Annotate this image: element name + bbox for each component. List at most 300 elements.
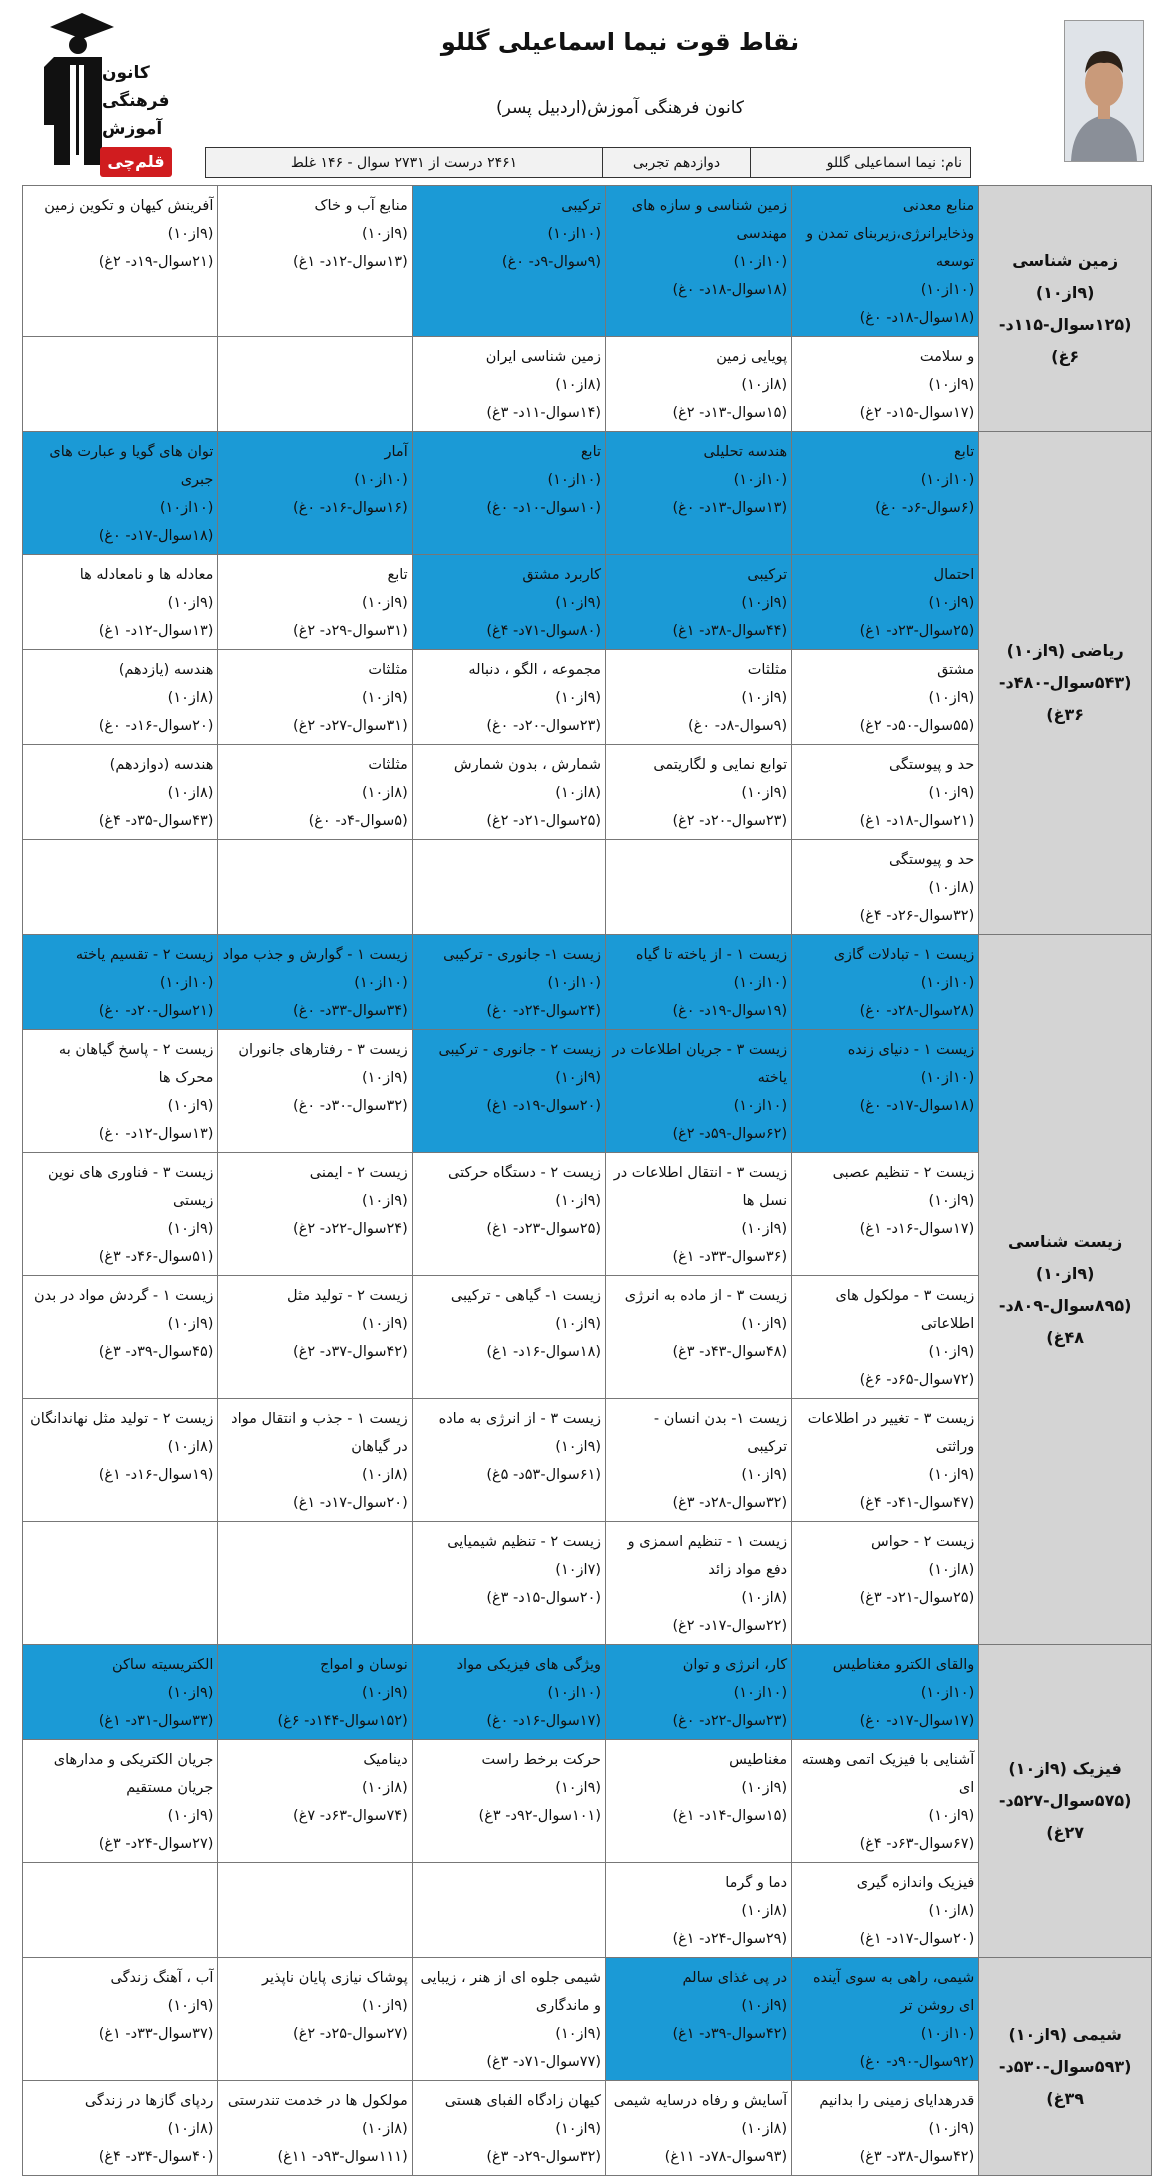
topic-cell xyxy=(23,840,218,935)
topic-name: توان های گویا و عبارت های جبری xyxy=(49,444,214,488)
topic-cell xyxy=(218,1153,412,1276)
topic-score: (۹از۱۰) xyxy=(361,1316,408,1332)
topic-cell xyxy=(792,650,979,745)
topic-cell xyxy=(606,1863,792,1958)
topic-cell xyxy=(218,935,412,1030)
topic-cell xyxy=(23,650,218,745)
topic-name: قدرهدایای زمینی را بدانیم xyxy=(819,2093,975,2109)
topic-score: (۹از۱۰) xyxy=(741,1780,788,1796)
subject-cell: ریاضی (۹از۱۰) (۵۴۳سوال-۴۸۰د- ۳۶غ) xyxy=(979,432,1152,935)
topic-name: پویایی زمین xyxy=(716,349,788,365)
topic-questions: (۲۷سوال-۲۴د- ۳غ) xyxy=(98,1836,214,1852)
topic-name: زیست ۳ - از انرژی به ماده xyxy=(438,1411,602,1427)
topic-cell xyxy=(23,432,218,555)
topic-cell xyxy=(792,1276,979,1399)
topic-score: (۹از۱۰) xyxy=(928,690,975,706)
topic-name: ترکیبی xyxy=(747,567,788,583)
topic-score: (۸از۱۰) xyxy=(361,1780,408,1796)
table-row xyxy=(23,432,1152,555)
topic-name: حد و پیوستگی xyxy=(888,757,975,773)
topic-cell xyxy=(792,432,979,555)
topic-name: حرکت برخط راست xyxy=(481,1752,602,1768)
topic-questions: (۳۱سوال-۲۷د- ۲غ) xyxy=(293,718,408,734)
topic-score: (۱۰از۱۰) xyxy=(920,282,975,298)
topic-name: زیست ۳ - جریان اطلاعات در یاخته xyxy=(612,1042,788,1086)
topic-name: کار، انرژی و توان xyxy=(682,1657,788,1673)
topic-score: (۹از۱۰) xyxy=(928,1193,975,1209)
topic-score: (۱۰از۱۰) xyxy=(547,472,602,488)
topic-name: زیست ۱ - از یاخته تا گیاه xyxy=(635,947,788,963)
topic-score: (۹از۱۰) xyxy=(167,1316,214,1332)
topic-questions: (۱۵۲سوال-۱۴۴د- ۶غ) xyxy=(277,1713,408,1729)
topic-cell xyxy=(792,186,979,337)
topic-score: (۹از۱۰) xyxy=(928,1344,975,1360)
topic-cell xyxy=(606,186,792,337)
topic-questions: (۱۷سوال-۱۶د- ۱غ) xyxy=(859,1221,975,1237)
topic-score: (۹از۱۰) xyxy=(928,1467,975,1483)
topic-name: معادله ها و نامعادله ها xyxy=(79,567,214,583)
topic-questions: (۲۴سوال-۲۲د- ۲غ) xyxy=(293,1221,408,1237)
topic-name: شمارش ، بدون شمارش xyxy=(453,757,602,773)
topic-score: (۸از۱۰) xyxy=(928,880,975,896)
topic-questions: (۱۷سوال-۱۵د- ۲غ) xyxy=(859,405,975,421)
topic-score: (۹از۱۰) xyxy=(928,2121,975,2137)
topic-score: (۹از۱۰) xyxy=(361,226,408,242)
topic-name: زیست ۱ - گوارش و جذب مواد xyxy=(222,947,408,963)
topic-name: زمین شناسی ایران xyxy=(485,349,602,365)
topic-name: کاربرد مشتق xyxy=(522,567,602,583)
logo-text-line-2: فرهنگی xyxy=(102,91,170,111)
student-photo-image xyxy=(1065,21,1143,161)
topic-name: زیست ۲ - جانوری - ترکیبی xyxy=(438,1042,602,1058)
topic-cell xyxy=(412,650,605,745)
topic-questions: (۱۸سوال-۱۷د- ۰غ) xyxy=(98,528,214,544)
topic-cell xyxy=(792,1740,979,1863)
topic-cell xyxy=(23,1522,218,1645)
topic-name: زیست ۱ - تبادلات گازی xyxy=(833,947,975,963)
topic-cell xyxy=(218,2081,412,2176)
topic-cell xyxy=(606,555,792,650)
topic-questions: (۳۴سوال-۳۳د- ۰غ) xyxy=(293,1003,408,1019)
topic-score: (۹از۱۰) xyxy=(555,1316,602,1332)
topic-score: (۹از۱۰) xyxy=(741,785,788,801)
topic-cell xyxy=(23,1030,218,1153)
subject-cell: فیزیک (۹از۱۰) (۵۷۵سوال-۵۲۷د- ۲۷غ) xyxy=(979,1645,1152,1958)
topic-score: (۱۰از۱۰) xyxy=(920,975,975,991)
topic-cell xyxy=(412,1399,605,1522)
topic-score: (۹از۱۰) xyxy=(555,1780,602,1796)
topic-name: هندسه (دوازدهم) xyxy=(109,757,214,773)
topic-questions: (۴۲سوال-۳۸د- ۳غ) xyxy=(859,2149,975,2165)
topic-name: زیست ۱- بدن انسان - ترکیبی xyxy=(653,1411,788,1455)
student-field: دوازدهم تجربی xyxy=(602,148,750,177)
topic-cell xyxy=(412,1863,605,1958)
topic-questions: (۴۷سوال-۴۱د- ۴غ) xyxy=(859,1495,975,1511)
topic-cell xyxy=(23,337,218,432)
topic-cell xyxy=(218,186,412,337)
topic-questions: (۱۷سوال-۱۶د- ۰غ) xyxy=(486,1713,602,1729)
topic-score: (۱۰از۱۰) xyxy=(733,1685,788,1701)
topic-cell xyxy=(23,1958,218,2081)
topic-score: (۹از۱۰) xyxy=(928,595,975,611)
topic-questions: (۲۷سوال-۲۵د- ۲غ) xyxy=(293,2026,408,2042)
topic-name: نوسان و امواج xyxy=(320,1657,408,1673)
topic-score: (۸از۱۰) xyxy=(928,1562,975,1578)
topic-questions: (۲۰سوال-۱۹د- ۱غ) xyxy=(486,1098,602,1114)
topic-cell xyxy=(606,337,792,432)
logo-text-line-3: آموزش xyxy=(102,119,163,139)
topic-questions: (۶۱سوال-۵۳د- ۵غ) xyxy=(486,1467,602,1483)
topic-name: الکتریسیته ساکن xyxy=(111,1657,214,1673)
topic-score: (۹از۱۰) xyxy=(928,377,975,393)
topic-cell xyxy=(412,935,605,1030)
topic-score: (۸از۱۰) xyxy=(167,785,214,801)
topic-name: آشنایی با فیزیک اتمی وهسته ای xyxy=(801,1752,975,1796)
topic-score: (۱۰از۱۰) xyxy=(733,472,788,488)
topic-questions: (۵۱سوال-۴۶د- ۳غ) xyxy=(98,1249,214,1265)
topic-questions: (۷۴سوال-۶۳د- ۷غ) xyxy=(293,1808,408,1824)
topic-name: شیمی، راهی به سوی آینده ای روشن تر xyxy=(812,1970,975,2014)
logo-text-line-1: کانون xyxy=(102,63,150,83)
topic-name: زیست ۱ - جذب و انتقال مواد در گیاهان xyxy=(231,1411,408,1455)
student-photo xyxy=(1064,20,1144,162)
topic-questions: (۲۵سوال-۲۱د- ۲غ) xyxy=(486,813,602,829)
topic-questions: (۴۴سوال-۳۸د- ۱غ) xyxy=(672,623,788,639)
topic-score: (۹از۱۰) xyxy=(361,1998,408,2014)
topic-questions: (۱۳سوال-۱۳د- ۰غ) xyxy=(672,500,788,516)
topic-name: زیست ۱ - تنظیم اسمزی و دفع مواد زائد xyxy=(627,1534,788,1578)
topic-cell xyxy=(792,555,979,650)
topic-name: آفرینش کیهان و تکوین زمین xyxy=(44,198,214,214)
kanoon-logo xyxy=(40,5,180,175)
topic-cell xyxy=(23,935,218,1030)
topic-name: ردپای گازها در زندگی xyxy=(84,2093,214,2109)
topic-score: (۸از۱۰) xyxy=(928,1903,975,1919)
topic-questions: (۲۲سوال-۱۷د- ۲غ) xyxy=(672,1618,788,1634)
topic-cell xyxy=(792,1399,979,1522)
topic-questions: (۹سوال-۸د- ۰غ) xyxy=(688,718,788,734)
topic-cell xyxy=(606,1645,792,1740)
topic-cell xyxy=(218,337,412,432)
topic-cell xyxy=(412,2081,605,2176)
topic-questions: (۲۴سوال-۲۴د- ۰غ) xyxy=(486,1003,602,1019)
topic-name: زیست ۱- جانوری - ترکیبی xyxy=(443,947,602,963)
topic-name: ترکیبی xyxy=(561,198,602,214)
topic-cell xyxy=(792,1958,979,2081)
topic-questions: (۴۳سوال-۳۵د- ۴غ) xyxy=(98,813,214,829)
topic-score: (۹از۱۰) xyxy=(361,690,408,706)
topic-cell xyxy=(412,745,605,840)
topic-score: (۹از۱۰) xyxy=(741,1221,788,1237)
topic-name: زیست ۳ - فناوری های نوین زیستی xyxy=(48,1165,214,1209)
topic-questions: (۱۴سوال-۱۱د- ۳غ) xyxy=(486,405,602,421)
topic-name: هندسه (یازدهم) xyxy=(118,662,214,678)
topic-name: و سلامت xyxy=(919,349,975,365)
topic-cell xyxy=(412,840,605,935)
topic-cell xyxy=(23,1399,218,1522)
topic-name: زیست ۲ - تولید مثل xyxy=(286,1288,408,1304)
topic-name: جریان الکتریکی و مدارهای جریان مستقیم xyxy=(53,1752,214,1796)
topic-questions: (۲۸سوال-۲۸د- ۰غ) xyxy=(859,1003,975,1019)
topic-cell xyxy=(606,1740,792,1863)
topic-questions: (۲۰سوال-۱۷د- ۱غ) xyxy=(859,1931,975,1947)
topic-name: فیزیک واندازه گیری xyxy=(856,1875,975,1891)
student-info-bar xyxy=(205,147,971,178)
topic-cell xyxy=(792,337,979,432)
table-row xyxy=(23,935,1152,1030)
topic-questions: (۱۰۱سوال-۹۲د- ۳غ) xyxy=(478,1808,602,1824)
topic-name: منابع آب و خاک xyxy=(314,198,408,214)
topic-questions: (۲۵سوال-۲۳د- ۱غ) xyxy=(486,1221,602,1237)
topic-score: (۸از۱۰) xyxy=(361,2121,408,2137)
table-row xyxy=(23,186,1152,337)
topic-name: زیست ۲ - تولید مثل نهاندانگان xyxy=(30,1411,214,1427)
topic-score: (۱۰از۱۰) xyxy=(354,975,408,991)
topic-score: (۹از۱۰) xyxy=(741,595,788,611)
topic-name: زیست ۲ - حواس xyxy=(871,1534,975,1550)
topic-score: (۹از۱۰) xyxy=(167,226,214,242)
topic-name: مشتق xyxy=(937,662,975,678)
topic-name: منابع معدنی وذخایرانرژی،زیربنای تمدن و توسعه xyxy=(806,198,975,270)
topic-questions: (۲۳سوال-۲۰د- ۰غ) xyxy=(486,718,602,734)
topic-name: تابع xyxy=(387,567,408,583)
topic-questions: (۱۷سوال-۱۷د- ۰غ) xyxy=(859,1713,975,1729)
topic-score: (۹از۱۰) xyxy=(928,1808,975,1824)
topic-questions: (۳۱سوال-۲۹د- ۲غ) xyxy=(293,623,408,639)
topic-questions: (۴۲سوال-۳۹د- ۱غ) xyxy=(672,2026,788,2042)
topic-questions: (۲۳سوال-۲۰د- ۲غ) xyxy=(672,813,788,829)
logo-text-ghalamchi: قلم‌چی xyxy=(100,147,172,177)
topic-cell xyxy=(606,2081,792,2176)
topic-questions: (۱۵سوال-۱۳د- ۲غ) xyxy=(672,405,788,421)
topic-cell xyxy=(792,1030,979,1153)
topic-score: (۹از۱۰) xyxy=(167,1221,214,1237)
topic-questions: (۳۳سوال-۳۱د- ۱غ) xyxy=(98,1713,214,1729)
topic-name: زیست ۲ - دستگاه حرکتی xyxy=(448,1165,602,1181)
topic-cell xyxy=(23,1645,218,1740)
topic-cell xyxy=(606,432,792,555)
topic-name: احتمال xyxy=(933,567,975,583)
topic-cell xyxy=(218,1399,412,1522)
topic-score: (۸از۱۰) xyxy=(741,377,788,393)
topic-name: آسایش و رفاه درسایه شیمی xyxy=(613,2093,788,2109)
topic-score: (۱۰از۱۰) xyxy=(354,472,408,488)
student-name: نام: نیما اسماعیلی گللو xyxy=(750,148,970,177)
topic-questions: (۴۰سوال-۳۴د- ۴غ) xyxy=(98,2149,214,2165)
topic-name: زیست ۳ - از ماده به انرژی xyxy=(624,1288,788,1304)
topic-name: زیست ۳ - انتقال اطلاعات در نسل ها xyxy=(613,1165,788,1209)
topic-cell xyxy=(218,840,412,935)
topic-score: (۷از۱۰) xyxy=(555,1562,602,1578)
topic-cell xyxy=(218,1645,412,1740)
topic-name: مجموعه ، الگو ، دنباله xyxy=(468,662,602,678)
topic-score: (۸از۱۰) xyxy=(555,377,602,393)
topic-score: (۹از۱۰) xyxy=(928,785,975,801)
topic-name: کیهان زادگاه الفبای هستی xyxy=(444,2093,602,2109)
topic-score: (۱۰از۱۰) xyxy=(733,254,788,270)
topic-cell xyxy=(218,1740,412,1863)
topic-score: (۹از۱۰) xyxy=(167,1808,214,1824)
topic-cell xyxy=(23,1863,218,1958)
topic-questions: (۱۸سوال-۱۷د- ۰غ) xyxy=(859,1098,975,1114)
topic-questions: (۱۸سوال-۱۶د- ۱غ) xyxy=(486,1344,602,1360)
topic-questions: (۱۰سوال-۱۰د- ۰غ) xyxy=(486,500,602,516)
topic-name: زیست ۲ - تنظیم عصبی xyxy=(832,1165,975,1181)
topic-cell xyxy=(412,1740,605,1863)
topic-score: (۱۰از۱۰) xyxy=(159,975,214,991)
topic-cell xyxy=(792,1522,979,1645)
topic-score: (۹از۱۰) xyxy=(167,1098,214,1114)
strengths-table xyxy=(22,185,1152,2176)
topic-name: والقای الکترو مغناطیس xyxy=(832,1657,975,1673)
topic-name: مثلثات xyxy=(747,662,788,678)
topic-questions: (۱۳سوال-۱۲د- ۰غ) xyxy=(98,1126,214,1142)
topic-questions: (۴۲سوال-۳۷د- ۲غ) xyxy=(293,1344,408,1360)
topic-cell xyxy=(792,840,979,935)
topic-cell xyxy=(606,1153,792,1276)
topic-questions: (۲۵سوال-۲۱د- ۳غ) xyxy=(859,1590,975,1606)
topic-cell xyxy=(606,935,792,1030)
subject-cell: زمین شناسی (۹از۱۰) (۱۲۵سوال-۱۱۵د- ۶غ) xyxy=(979,186,1152,432)
subject-cell: شیمی (۹از۱۰) (۵۹۳سوال-۵۳۰د- ۳۹غ) xyxy=(979,1958,1152,2176)
topic-score: (۱۰از۱۰) xyxy=(547,226,602,242)
topic-questions: (۲۳سوال-۲۲د- ۰غ) xyxy=(672,1713,788,1729)
topic-cell xyxy=(792,1645,979,1740)
topic-score: (۹از۱۰) xyxy=(741,1316,788,1332)
topic-questions: (۹۳سوال-۷۸د- ۱۱غ) xyxy=(664,2149,788,2165)
topic-cell xyxy=(792,1153,979,1276)
topic-questions: (۱۹سوال-۱۶د- ۱غ) xyxy=(98,1467,214,1483)
topic-cell xyxy=(412,337,605,432)
topic-score: (۹از۱۰) xyxy=(361,1070,408,1086)
topic-questions: (۷۷سوال-۷۱د- ۳غ) xyxy=(486,2054,602,2070)
topic-questions: (۹سوال-۹د- ۰غ) xyxy=(501,254,602,270)
topic-cell xyxy=(23,555,218,650)
topic-score: (۹از۱۰) xyxy=(555,1070,602,1086)
topic-score: (۹از۱۰) xyxy=(555,1439,602,1455)
topic-cell xyxy=(606,1276,792,1399)
topic-score: (۹از۱۰) xyxy=(361,595,408,611)
topic-questions: (۱۶سوال-۱۶د- ۰غ) xyxy=(293,500,408,516)
topic-cell xyxy=(218,432,412,555)
topic-name: زیست ۲ - پاسخ گیاهان به محرک ها xyxy=(58,1042,214,1086)
topic-cell xyxy=(218,1958,412,2081)
topic-name: تابع xyxy=(954,444,975,460)
overall-score: ۲۴۶۱ درست از ۲۷۳۱ سوال - ۱۴۶ غلط xyxy=(290,154,518,171)
topic-cell xyxy=(606,650,792,745)
topic-cell xyxy=(23,186,218,337)
topic-cell xyxy=(218,1522,412,1645)
topic-questions: (۹۲سوال-۹۰د- ۰غ) xyxy=(859,2054,975,2070)
topic-cell xyxy=(412,1276,605,1399)
topic-cell xyxy=(606,745,792,840)
topic-score: (۱۰از۱۰) xyxy=(159,500,214,516)
topic-score: (۱۰از۱۰) xyxy=(547,1685,602,1701)
topic-questions: (۱۵سوال-۱۴د- ۱غ) xyxy=(672,1808,788,1824)
topic-score: (۱۰از۱۰) xyxy=(733,975,788,991)
topic-questions: (۵سوال-۴د- ۰غ) xyxy=(308,813,408,829)
topic-score: (۸از۱۰) xyxy=(167,690,214,706)
topic-name: زیست ۲ - ایمنی xyxy=(309,1165,408,1181)
topic-name: زیست ۳ - مولکول های اطلاعاتی xyxy=(835,1288,975,1332)
topic-cell xyxy=(218,745,412,840)
topic-name: مثلثات xyxy=(368,662,408,678)
topic-score: (۹از۱۰) xyxy=(167,1685,214,1701)
topic-questions: (۲۰سوال-۱۵د- ۳غ) xyxy=(486,1590,602,1606)
topic-cell xyxy=(606,1522,792,1645)
topic-questions: (۳۲سوال-۲۶د- ۴غ) xyxy=(859,908,975,924)
topic-score: (۱۰از۱۰) xyxy=(733,1098,788,1114)
topic-name: آمار xyxy=(384,444,408,460)
topic-score: (۱۰از۱۰) xyxy=(547,975,602,991)
topic-score: (۸از۱۰) xyxy=(741,1903,788,1919)
topic-cell xyxy=(792,745,979,840)
topic-cell xyxy=(218,1863,412,1958)
topic-name: دما و گرما xyxy=(725,1875,788,1891)
topic-cell xyxy=(23,1740,218,1863)
topic-cell xyxy=(412,1153,605,1276)
topic-name: ویژگی های فیزیکی مواد xyxy=(456,1657,602,1673)
topic-name: هندسه تحلیلی xyxy=(703,444,788,460)
topic-name: زیست ۳ - تغییر در اطلاعات وراثتی xyxy=(807,1411,975,1455)
topic-cell xyxy=(218,1030,412,1153)
topic-cell xyxy=(23,1153,218,1276)
topic-score: (۸از۱۰) xyxy=(741,1590,788,1606)
topic-score: (۱۰از۱۰) xyxy=(920,2026,975,2042)
topic-questions: (۴۸سوال-۴۳د- ۳غ) xyxy=(672,1344,788,1360)
topic-cell xyxy=(412,1030,605,1153)
topic-name: زمین شناسی و سازه های مهندسی xyxy=(631,198,788,242)
topic-cell xyxy=(792,2081,979,2176)
topic-cell xyxy=(218,1276,412,1399)
topic-cell xyxy=(792,935,979,1030)
topic-questions: (۱۳سوال-۱۲د- ۱غ) xyxy=(293,254,408,270)
topic-name: آب ، آهنگ زندگی xyxy=(110,1970,214,1986)
topic-name: زیست ۱ - دنیای زنده xyxy=(847,1042,975,1058)
topic-questions: (۱۱۱سوال-۹۳د- ۱۱غ) xyxy=(277,2149,408,2165)
topic-cell xyxy=(23,1276,218,1399)
subject-cell: زیست شناسی (۹از۱۰) (۸۹۵سوال-۸۰۹د- ۴۸غ) xyxy=(979,935,1152,1645)
topic-score: (۹از۱۰) xyxy=(741,690,788,706)
topic-score: (۸از۱۰) xyxy=(167,2121,214,2137)
topic-name: زیست ۱ - گردش مواد در بدن xyxy=(33,1288,214,1304)
topic-questions: (۱۸سوال-۱۸د- ۰غ) xyxy=(672,282,788,298)
topic-score: (۹از۱۰) xyxy=(555,690,602,706)
topic-questions: (۶سوال-۶د- ۰غ) xyxy=(875,500,975,516)
topic-questions: (۳۶سوال-۳۳د- ۱غ) xyxy=(672,1249,788,1265)
topic-questions: (۲۰سوال-۱۷د- ۱غ) xyxy=(293,1495,408,1511)
topic-cell xyxy=(792,1863,979,1958)
topic-questions: (۲۵سوال-۲۳د- ۱غ) xyxy=(859,623,975,639)
topic-score: (۹از۱۰) xyxy=(741,1998,788,2014)
topic-cell xyxy=(218,650,412,745)
topic-score: (۸از۱۰) xyxy=(361,1467,408,1483)
topic-questions: (۴۵سوال-۳۹د- ۳غ) xyxy=(98,1344,214,1360)
topic-name: مولکول ها در خدمت تندرستی xyxy=(227,2093,408,2109)
topic-cell xyxy=(412,1645,605,1740)
topic-score: (۱۰از۱۰) xyxy=(920,1685,975,1701)
topic-name: مغناطیس xyxy=(729,1752,788,1768)
topic-name: زیست ۳ - رفتارهای جانوران xyxy=(238,1042,408,1058)
topic-score: (۹از۱۰) xyxy=(361,1685,408,1701)
topic-name: زیست ۱- گیاهی - ترکیبی xyxy=(450,1288,602,1304)
topic-score: (۹از۱۰) xyxy=(741,1467,788,1483)
table-row xyxy=(23,1645,1152,1740)
topic-cell xyxy=(412,555,605,650)
topic-name: دینامیک xyxy=(363,1752,408,1768)
topic-score: (۸از۱۰) xyxy=(361,785,408,801)
topic-score: (۱۰از۱۰) xyxy=(920,472,975,488)
